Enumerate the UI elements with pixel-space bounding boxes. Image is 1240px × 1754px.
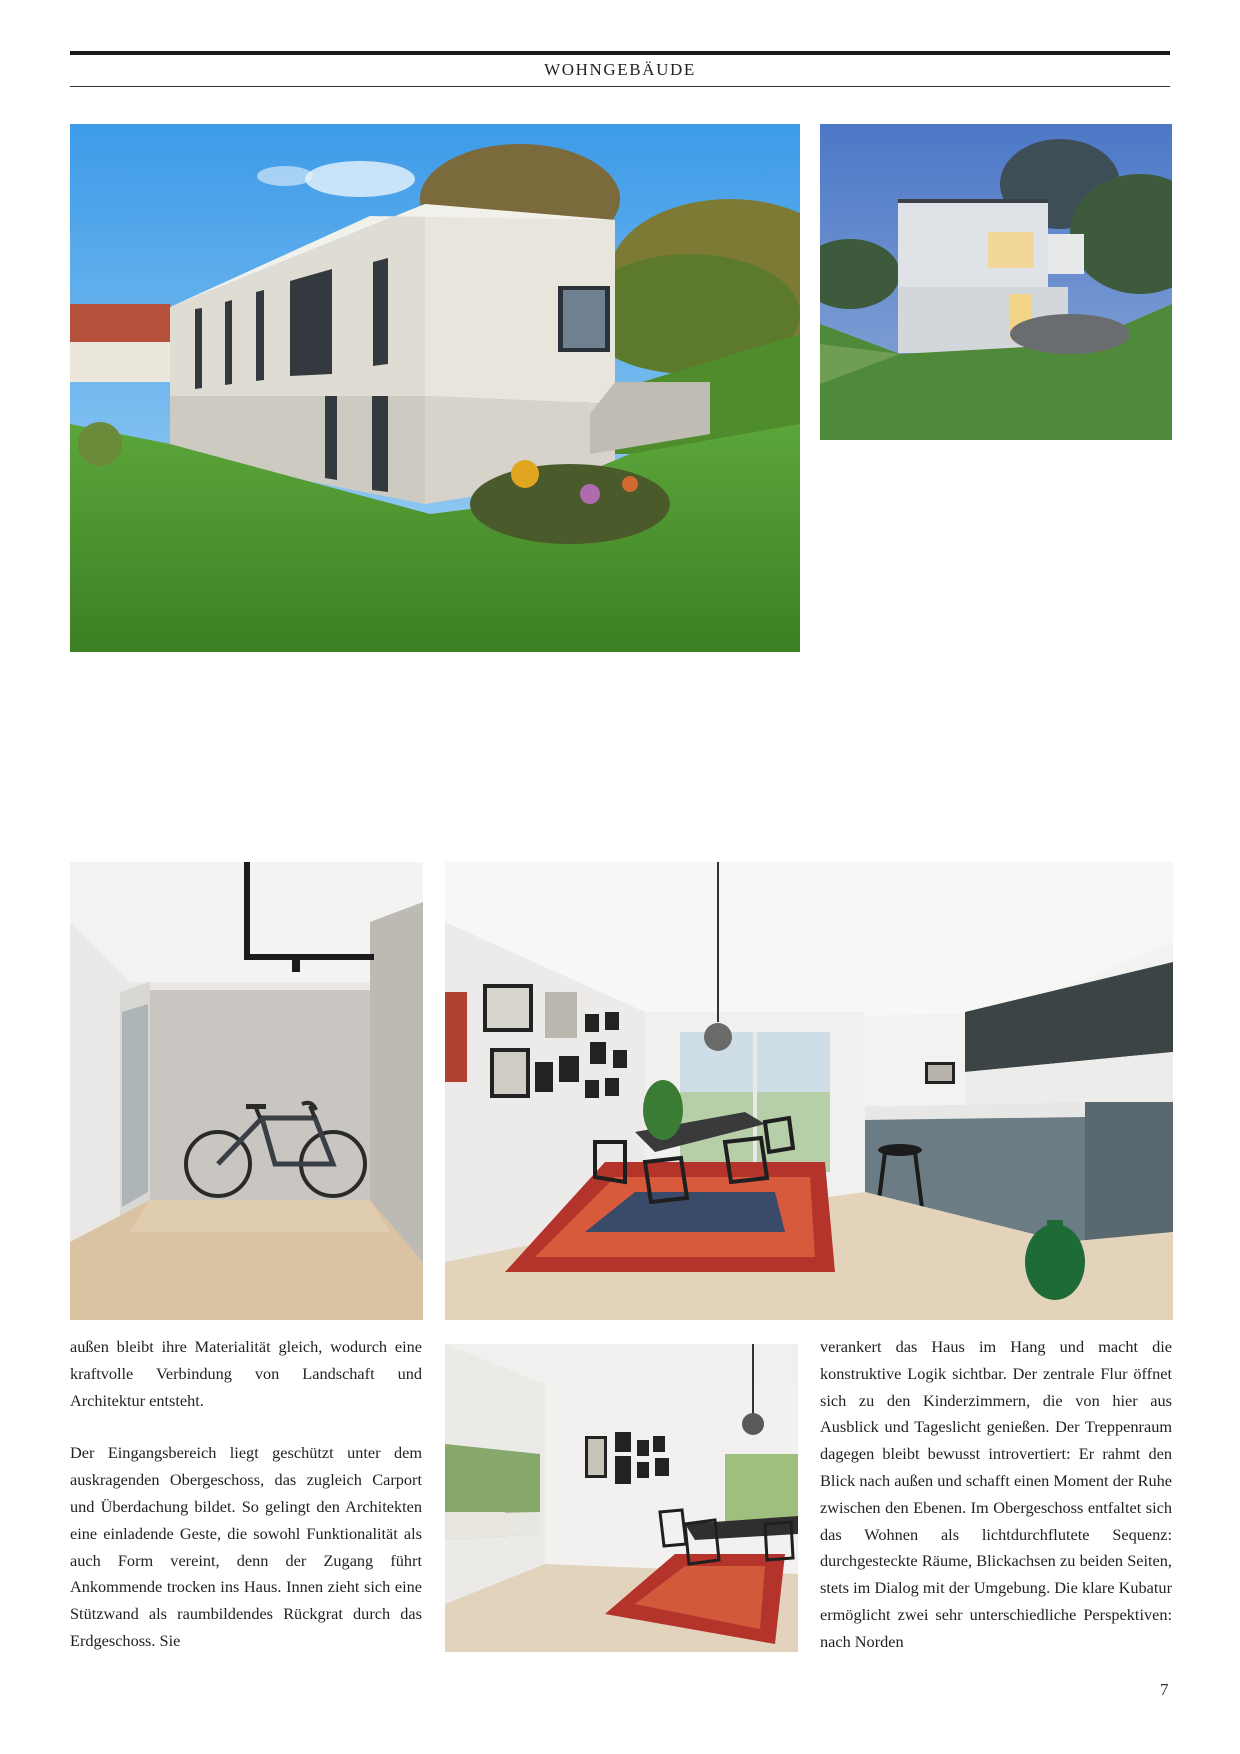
text-column-left	[70, 1334, 422, 1655]
body-paragraph: Der Eingangsbereich liegt geschützt unter dem auskragenden Obergeschoss, das zugleich Carport und Überdachung bildet. So gelingt den Architekten eine einladende Geste, die sowohl Funktionalität als auch Form vereint, denn der Zugang führt Ankommende trocken ins Haus. Innen zieht sich eine Stützwand als raumbildendes Rückgrat durch das Erdgeschoss. Sie	[70, 1443, 422, 1650]
body-paragraph: verankert das Haus im Hang und macht die konstruktive Logik sichtbar. Der zentrale Flur öffnet sich zu den Kinderzimmern, die von hier aus Ausblick und Tageslicht genießen. Der Treppenraum dagegen bleibt bewusst introvertiert: Er rahmt den Blick nach außen und schafft einen Moment der Ruhe zwischen den Ebenen. Im Obergeschoss entfaltet sich das Wohnen als lichtdurchflutete Sequenz: durchgesteckte Räume, Blickachsen zu beiden Seiten, stets im Dialog mit der Umgebung. Die klare Kubatur ermöglicht zwei sehr unterschiedliche Perspektiven: nach Norden	[820, 1337, 1172, 1651]
photo-entrance-hall	[70, 862, 423, 1320]
photo-exterior-evening	[820, 124, 1172, 440]
header-rule-bottom	[70, 86, 1170, 87]
section-title: WOHNGEBÄUDE	[544, 60, 696, 79]
header-rule-top	[70, 51, 1170, 55]
photo-living-dining	[445, 1344, 798, 1652]
page-number: 7	[1160, 1680, 1169, 1699]
body-paragraph: außen bleibt ihre Materialität gleich, wodurch eine kraftvolle Verbindung von Landschaft und Architektur entsteht.	[70, 1337, 422, 1410]
photo-dining-kitchen	[445, 862, 1173, 1320]
text-column-right	[820, 1334, 1172, 1656]
photo-exterior-day	[70, 124, 800, 652]
